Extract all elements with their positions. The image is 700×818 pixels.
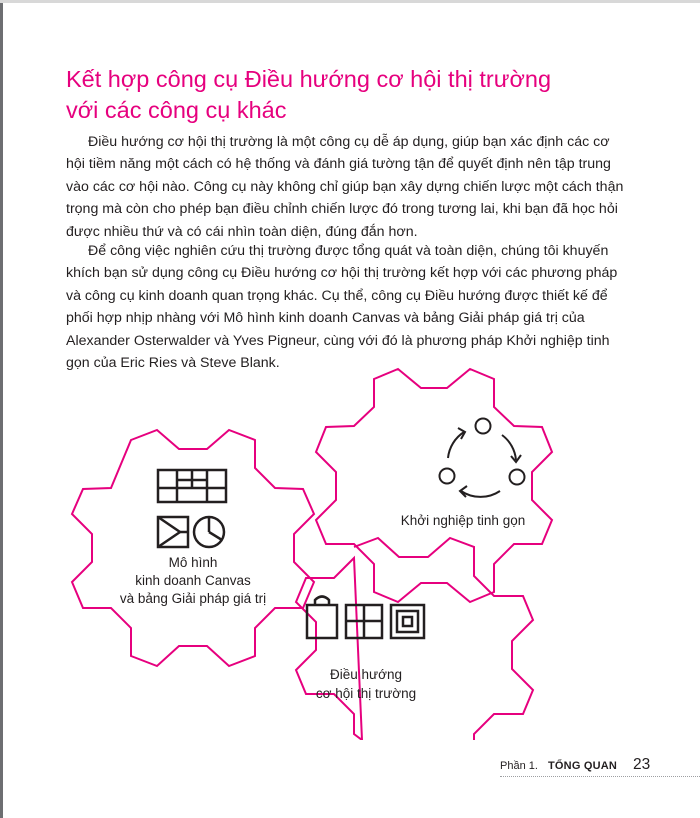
footer-part: Phần 1. (500, 760, 538, 772)
gear-lean (316, 369, 552, 602)
gear-lean-label: Khởi nghiệp tinh gọn (400, 513, 526, 528)
footer-section-title: TỔNG QUAN (548, 760, 618, 772)
gear-navigator-label-2: cơ hội thị trường (315, 686, 417, 701)
heading-line-2: với các công cụ khác (66, 97, 287, 123)
value-proposition-icon (158, 517, 224, 547)
quadrant-grid-icon (346, 605, 382, 638)
nested-squares-icon (391, 605, 424, 638)
paragraph-1: Điều hướng cơ hội thị trường là một công cụ dễ áp dụng, giúp bạn xác định các cơ hội tiềm năng một cách có hệ thống và đánh giá tường tận để quyết định nên tập trung vào các cơ hội nào. Công cụ này không chỉ giúp bạn xây dựng chiến lược một cách thận trọng mà còn cho phép bạn điều chỉnh chiến lược đó trong tương lai, khi bạn đã học hỏi được nhiều thứ và có cái nhìn toàn diện, đúng đắn hơn. (66, 134, 624, 240)
gear-canvas-label-1: Mô hình (168, 555, 218, 570)
section-heading (66, 64, 666, 126)
gear-canvas-label-2: kinh doanh Canvas (135, 573, 251, 588)
paragraph-2: Để công việc nghiên cứu thị trường được tổng quát và toàn diện, chúng tôi khuyến khích bạn sử dụng công cụ Điều hướng cơ hội thị trường kết hợp với các phương pháp và công cụ kinh doanh quan trọng khác. Cụ thể, công cụ Điều hướng được thiết kế để phối hợp nhịp nhàng với Mô hình kinh doanh Canvas và bảng Giải pháp giá trị của Alexander Osterwalder và Yves Pigneur, cùng với đó là phương pháp Khởi nghiệp tinh gọn của Eric Ries và Steve Blank. (66, 243, 618, 372)
gear-canvas-outline (72, 430, 314, 666)
page-edge-top (0, 0, 700, 3)
gear-navigator-label-1: Điều hướng (330, 667, 402, 682)
page-footer (500, 757, 690, 777)
page-number: 23 (633, 756, 651, 773)
lean-cycle-icon (440, 419, 525, 498)
gear-navigator (296, 538, 533, 740)
footer-dotted-rule (500, 776, 700, 777)
gear-lean-outline (316, 369, 552, 602)
navigator-icons (307, 597, 424, 639)
gear-canvas (72, 430, 314, 666)
gear-canvas-label-3: và bảng Giải pháp giá trị (119, 591, 267, 606)
heading-line-1: Kết hợp công cụ Điều hướng cơ hội thị trường (66, 66, 552, 92)
business-model-canvas-icon (158, 470, 226, 502)
tools-gear-diagram (0, 360, 700, 740)
